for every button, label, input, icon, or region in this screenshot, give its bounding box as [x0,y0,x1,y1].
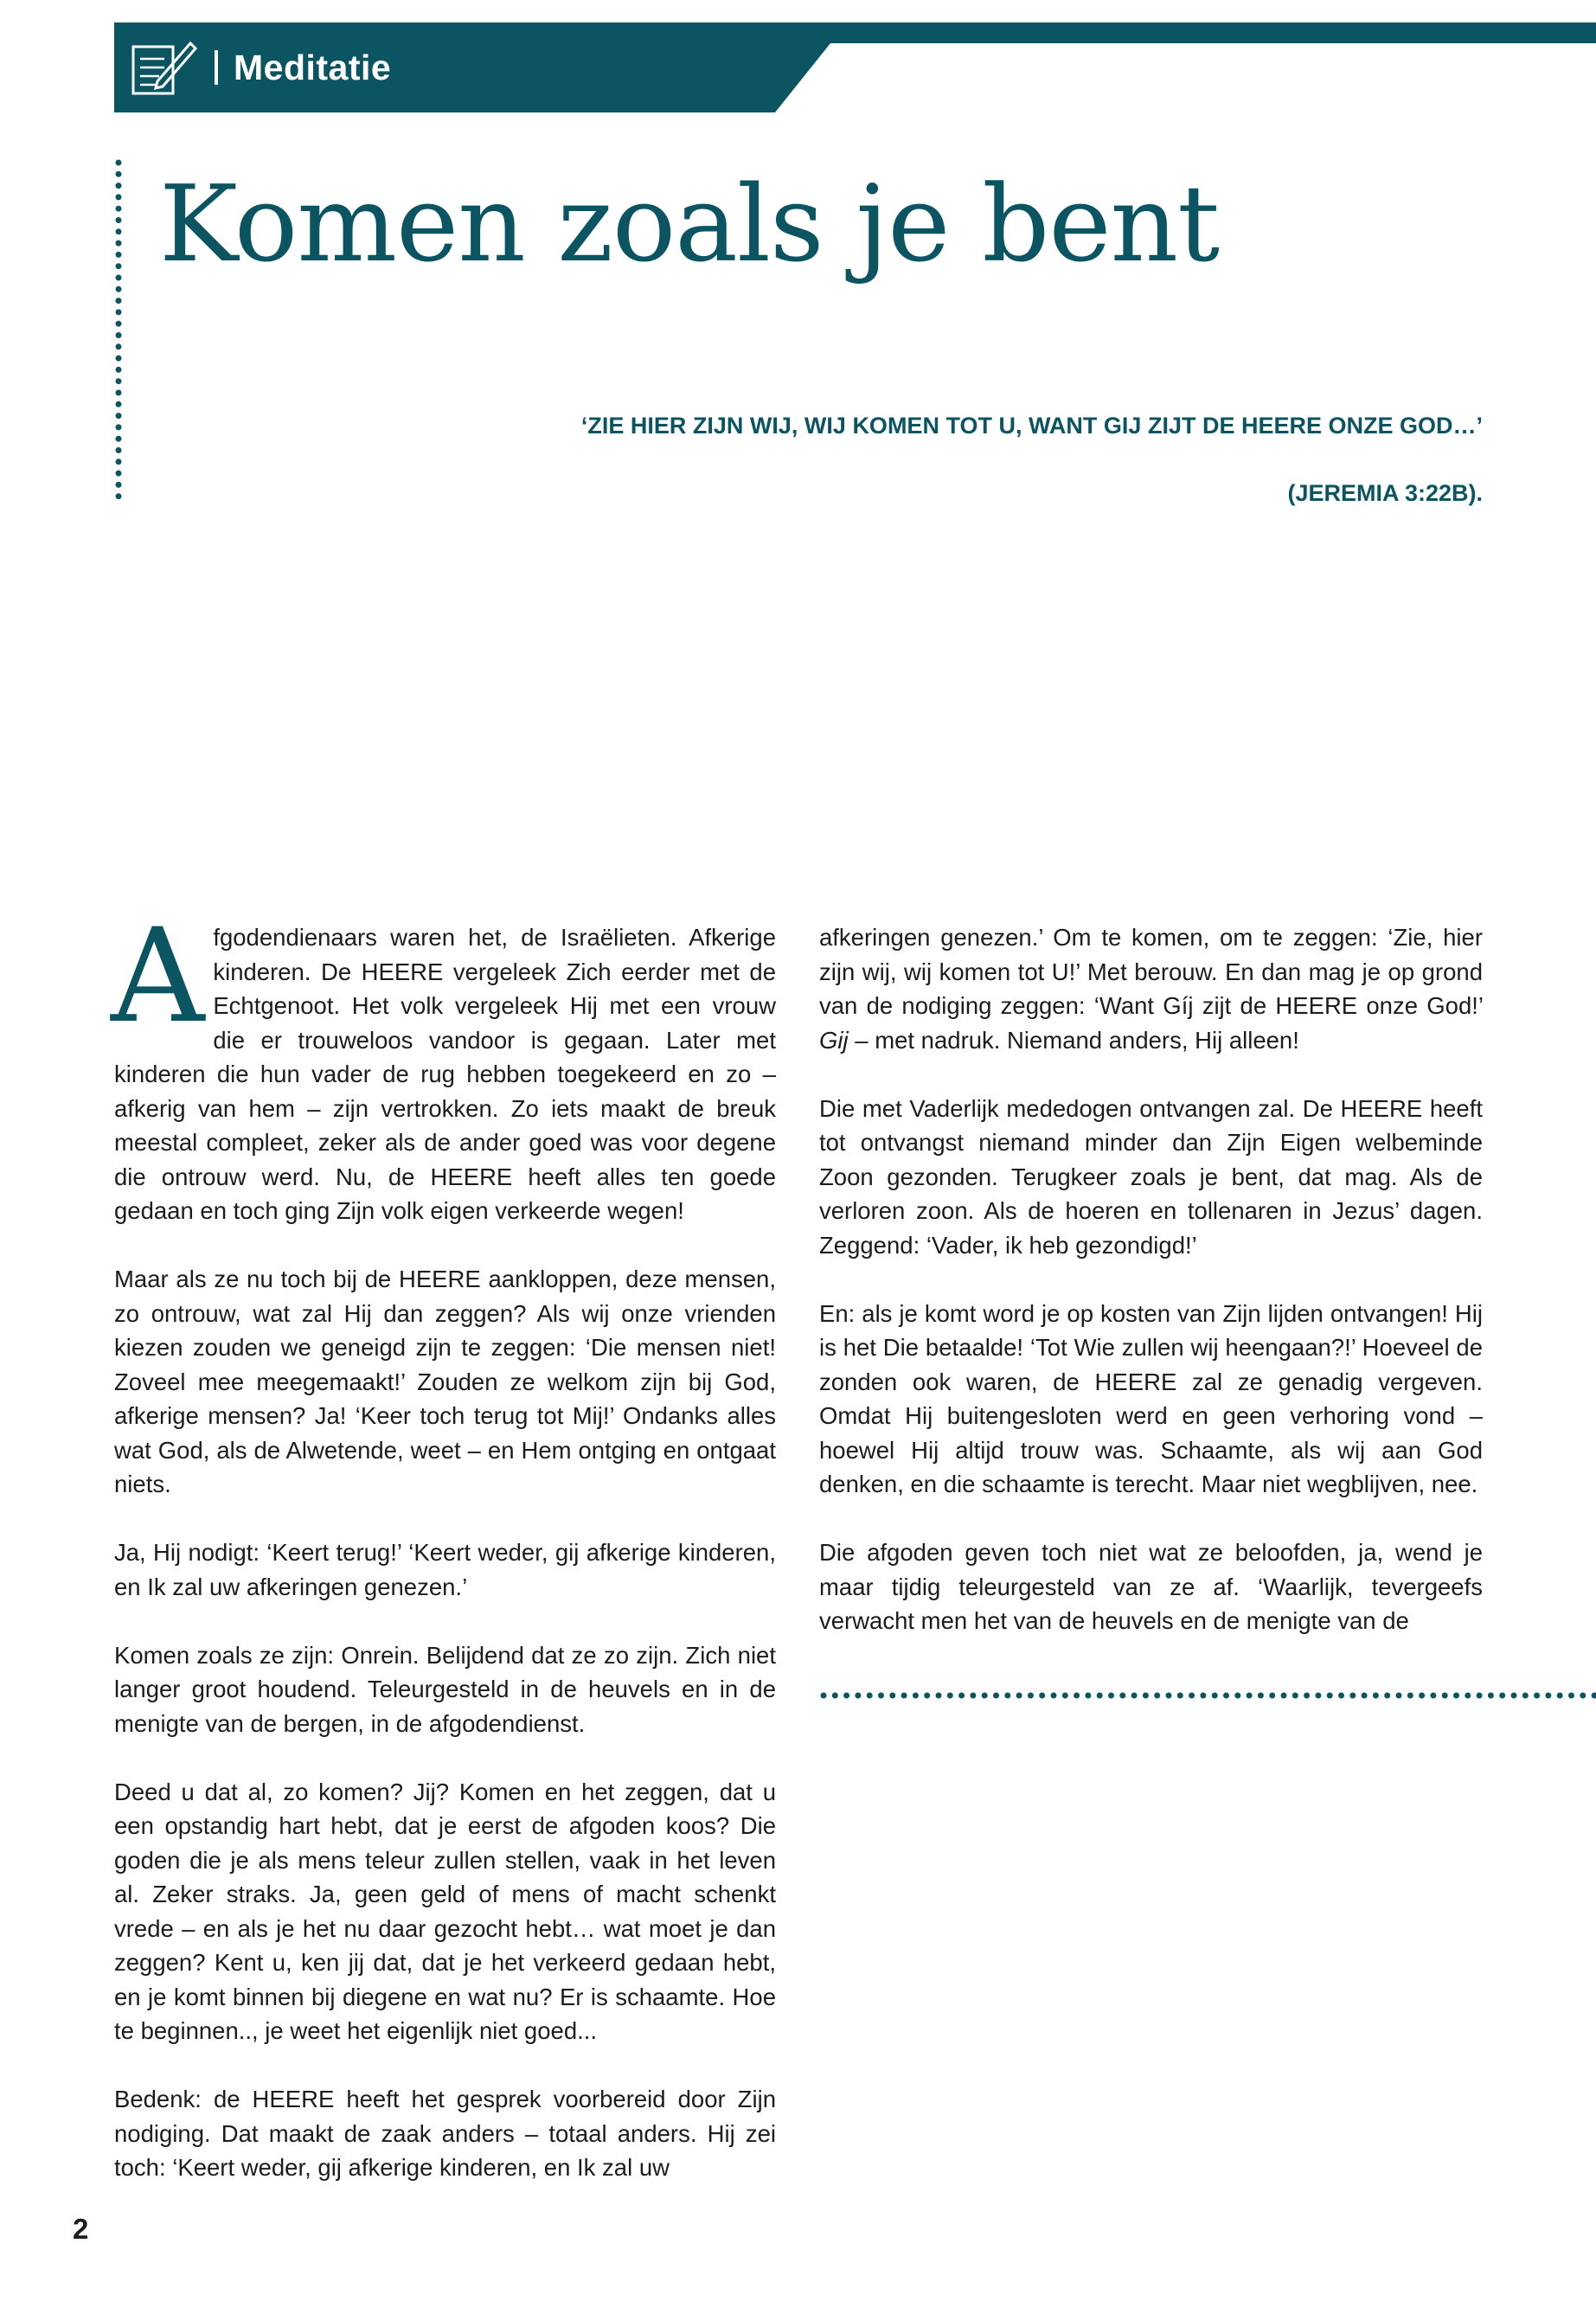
section-label [215,43,391,92]
page-number: 2 [73,2213,89,2245]
paragraph-5: Deed u dat al, zo komen? Jij? Komen en het zeggen, dat u een opstandig hart hebt, dat je eerst de afgoden koos? Die goden die je als mens teleur zullen stellen, vaak in het leven al. Zeker straks. Ja, geen geld of mens of macht schenkt vrede – en als je het nu daar gezocht hebt… wat moet je dan zeggen? Kent u, ken jij dat, dat je het verkeerd gedaan hebt, en je komt binnen bij diegene en wat nu? Er is schaamte. Hoe te beginnen.., je weet het eigenlijk niet goed... [114,1778,776,2044]
paragraph-6-text: Bedenk: de HEERE heeft het gesprek voorbereid door Zijn nodiging. Dat maakt de zaak anders – totaal anders. Hij zei toch: ‘Keert weder, gij afkerige kinderen, en Ik zal uw [114,2086,776,2181]
paragraph-6 [114,2082,776,2185]
article-column-left [111,901,776,2219]
paragraph-6-tail: – met nadruk. Niemand anders, Hij alleen! [848,1026,1299,1054]
bible-quote: ‘ZIE HIER ZIJN WIJ, WIJ KOMEN TOT U, WANT GIJ ZIJT DE HEERE ONZE GOD…’ [580,413,1483,439]
horizontal-dotted-rule [819,1691,1596,1700]
paragraph-3: Ja, Hij nodigt: ‘Keert terug!’ ‘Keert weder, gij afkerige kinderen, en Ik zal uw afkeringen genezen.’ [114,1539,776,1600]
paragraph-4: Komen zoals ze zijn: Onrein. Belijdend dat ze zo zijn. Zich niet langer groot houdend. Teleurgesteld in de heuvels en in de menigte van de bergen, in de afgodendienst. [114,1641,776,1737]
paragraph-6-end [819,1027,1299,1054]
paragraph-7: Die met Vaderlijk mededogen ontvangen zal. De HEERE heeft tot ontvangst niemand minder dan Zijn Eigen welbeminde Zoon gezonden. Terugkeer zoals je bent, dat mag. Als de verloren zoon. Als de hoeren en tollenaren in Jezus’ dagen. Zeggend: ‘Vader, ik heb gezondigd!’ [819,1094,1483,1259]
article-column-right [819,920,1483,1672]
notepad-pen-icon [130,38,197,99]
bible-reference: (JEREMIA 3:22B). [1287,480,1483,506]
paragraph-2: Maar als ze nu toch bij de HEERE aankloppen, deze mensen, zo ontrouw, wat zal Hij dan zeggen? Als wij onze vrienden kiezen zouden we geneigd zijn te zeggen: ‘Die mensen niet! Zoveel mee meegemaakt!’ Zouden ze welkom zijn bij God, afkerige mensen? Ja! ‘Keer toch terug tot Mij!’ Ondanks alles wat God, als de Alwetende, weet – en Hem ontging en ontgaat niets. [114,1266,776,1497]
paragraph-9: Die afgoden geven toch niet wat ze beloofden, ja, wend je maar tijdig teleurgesteld van ze af. ‘Waarlijk, tevergeefs verwacht men het van de heuvels en de menigte van de [819,1539,1483,1634]
paragraph-1-text: fgodendienaars waren het, de Israëlieten. Afkerige kinderen. De HEERE vergeleek Zich eerder met de Echtgenoot. Het volk vergeleek Hij met een vrouw die er trouweloos vandoor is gegaan. Later met kinderen die hun vader de rug hebben toegekeerd en zo – afkerig van hem – zijn vertrokken. Zo iets maakt de breuk meestal compleet, zeker als de ander goed was voor degene die ontrouw werd. Nu, de HEERE heeft alles ten goede gedaan en toch ging Zijn volk eigen verkeerde wegen! [114,924,776,1224]
paragraph-6-continued-text: afkeringen genezen.’ Om te komen, om te zeggen: ‘Zie, hier zijn wij, wij komen tot U!’ Met berouw. En dan mag je op grond van de nodiging zeggen: ‘Want Gíj zijt de HEERE onze God!’ [819,924,1483,1019]
article-title: Komen zoals je bent [159,163,1220,285]
section-label-text: Meditatie [234,48,392,87]
paragraph-1 [111,901,776,1228]
drop-cap: A [111,901,205,1052]
paragraph-6-continued [819,920,1483,1057]
emphasis-gij-visible: Gij [819,1026,849,1054]
vertical-dotted-rule [115,159,122,505]
section-label-divider [215,50,218,85]
paragraph-8: En: als je komt word je op kosten van Zijn lijden ontvangen! Hij is het Die betaalde! ‘Tot Wie zullen wij heengaan?!’ Hoeveel de zonden ook waren, de HEERE zal ze genadig vergeven. Omdat Hij buitengesloten werd en geen verhoring vond – hoewel Hij altijd trouw was. Schaamte, als wij aan God denken, en die schaamte is terecht. Maar niet wegblijven, nee. [819,1299,1483,1497]
